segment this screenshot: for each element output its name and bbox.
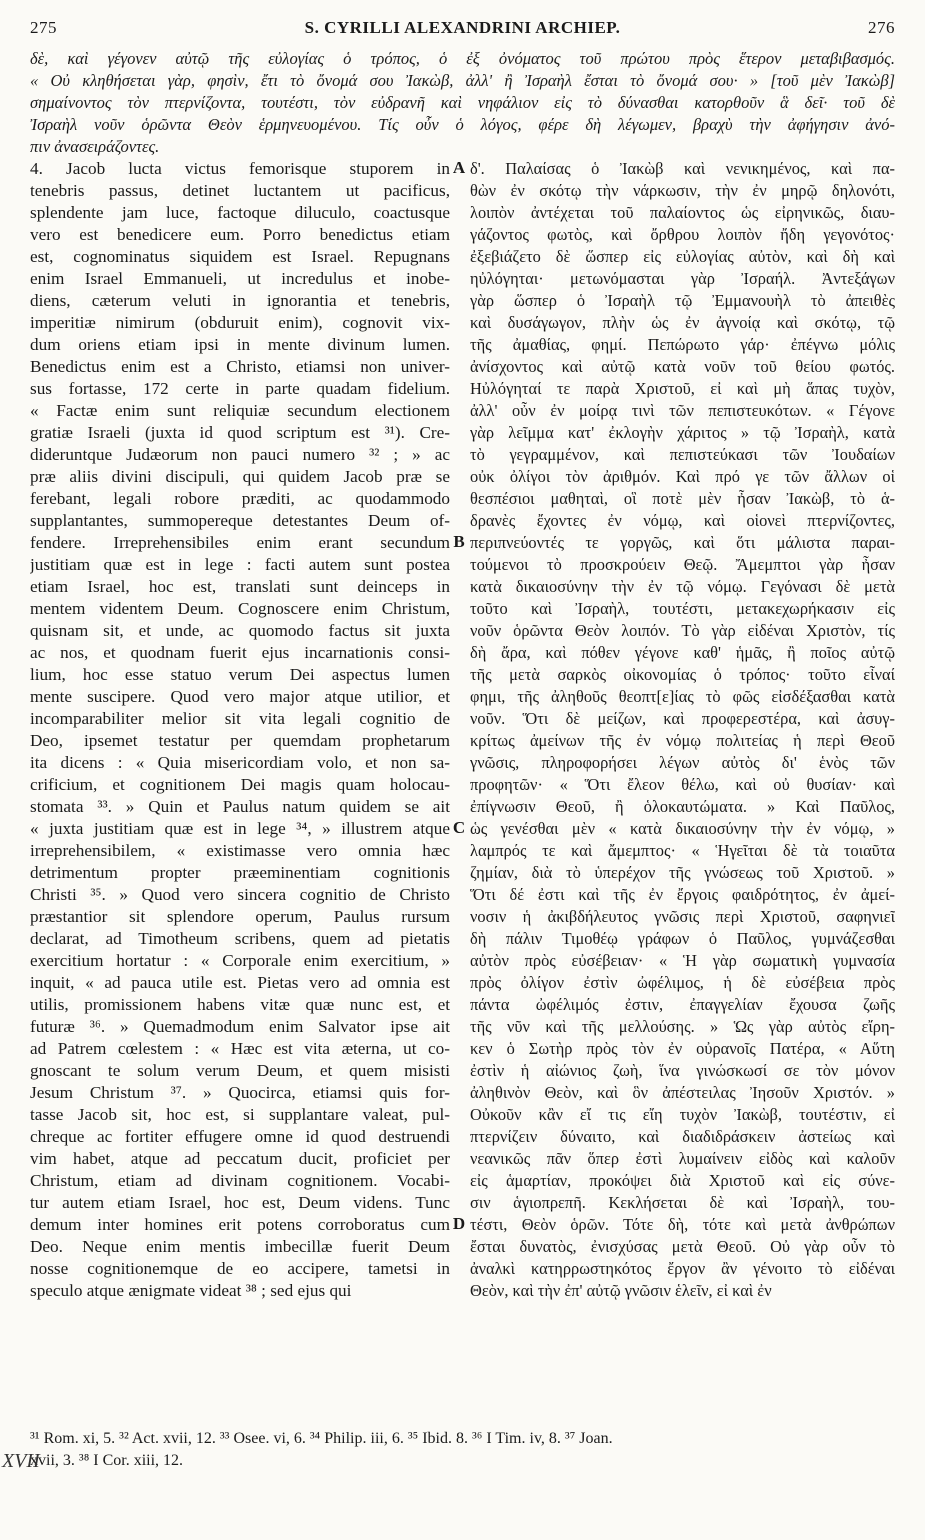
text-line: chreque ac fortiter effugere omne id quod destruendi bbox=[30, 1127, 450, 1146]
text-line: sus fortasse, 172 certe in parte quadam fidelium. bbox=[30, 379, 450, 398]
text-line: imperitiæ nimirum (obduruit enim), cognovit vix- bbox=[30, 313, 450, 332]
text-line: ἔσται δυνατὸς, ἐνισχύσας μετὰ Θεοῦ. Οὐ γὰρ οὖν τὸ bbox=[470, 1237, 895, 1256]
text-line: « Οὐ κληθήσεται γὰρ, φησὶν, ἔτι τὸ ὄνομά σου Ἰακὼβ, ἀλλ' ἢ Ἰσραὴλ ἔσται τὸ ὄνομά σου· » [τοῦ μὲν Ἰακὼβ] bbox=[30, 71, 895, 90]
text-line: detrimentum propter præeminentiam cognitionis bbox=[30, 863, 450, 882]
text-line: quisnam sit, et unde, ac quomodo factus sit juxta bbox=[30, 621, 450, 640]
text-line: ἀναλκὶ κατηρρωστηκότος ἔργον ἂν γένοιτο τὸ εἰδέναι bbox=[470, 1259, 895, 1278]
greek-column bbox=[470, 158, 895, 1302]
text-line: ferebant, legali robore præditi, ac quodammodo bbox=[30, 489, 450, 508]
text-line: præ aliis divini discipuli, qui quidem Jacob præ se bbox=[30, 467, 450, 486]
text-line: irreprehensibilem, « existimasse vero omnia hæc bbox=[30, 841, 450, 860]
text-line: « Factæ enim sunt reliquiæ secundum electionem bbox=[30, 401, 450, 420]
text-line: Benedictus enim est a Christo, etiamsi non univer- bbox=[30, 357, 450, 376]
text-line: δὲ, καὶ γέγονεν αὐτῷ τῆς εὐλογίας ὁ τρόπος, ὁ ἐξ ὀνόματος τοῦ πρώτου πρὸς ἕτερον μεταβιβασμός. bbox=[30, 49, 895, 68]
footnote-line: ³¹ Rom. xi, 5. ³² Act. xvii, 12. ³³ Osee. vi, 6. ³⁴ Philip. iii, 6. ³⁵ Ibid. 8. ³⁶ I Tim. iv, 8. ³⁷ Joan. bbox=[30, 1430, 613, 1447]
text-line: αὐτὸν πρὸς εὐσέβειαν· « Ἡ γὰρ σωματικὴ γυμνασία bbox=[470, 951, 895, 970]
text-line: ηὐλόγηται· μετωνόμασται γὰρ Ἰσραήλ. Ἀντεξάγων bbox=[470, 269, 895, 288]
text-line: Deo. Neque enim mentis imbecillæ fuerit Deum bbox=[30, 1237, 450, 1256]
text-line: vim habet, atque ad peccatum ducit, proficiet per bbox=[30, 1149, 450, 1168]
text-line: τοῦτο καὶ Ἰσραὴλ, τουτέστι, μετακεχωρήκασιν εἰς bbox=[470, 599, 895, 618]
section-marker-c: C bbox=[452, 818, 466, 837]
text-line: ζημίαν, διὰ τὸ ὑπερέχον τῆς γνώσεως τοῦ Χριστοῦ. » bbox=[470, 863, 895, 882]
text-line: speculo atque ænigmate videat ³⁸ ; sed ejus qui bbox=[30, 1281, 352, 1300]
text-line: τὸ γεγραμμένον, καὶ πεπιστεύκασι τῶν Ἰουδαίων bbox=[470, 445, 895, 464]
text-line: πάντα ὠφέλιμός ἐστιν, ἐπαγγελίαν ἔχουσα ζωῆς bbox=[470, 995, 895, 1014]
text-line: supplantantes, summopereque detestantes Deum of- bbox=[30, 511, 450, 530]
text-line: δρανὲς ἔχοντες ἐν νόμῳ, καὶ οἱονεὶ πτερνίζοντες, bbox=[470, 511, 895, 530]
text-line: nosse cognitionemque de eo accipere, tametsi in bbox=[30, 1259, 450, 1278]
text-line: ἀνίσχοντος καὶ αὐτῷ κατὰ νοῦν τοῦ θείου φωτός. bbox=[470, 357, 895, 376]
text-line: etiam Israel, hoc est, translati sunt deinceps in bbox=[30, 577, 450, 596]
footnotes bbox=[30, 1428, 895, 1472]
text-line: λοιπὸν ἀντέχεται τοῦ παλαίοντος ὡς εἰρηνικῶς, διαυ- bbox=[470, 203, 895, 222]
text-line: κρίτως ἀμείνων τῆς ἐν νόμῳ πολιτείας ἡ περὶ Θεοῦ bbox=[470, 731, 895, 750]
text-line: γάζοντος φωτὸς, καὶ ὄρθρου λοιπὸν ἤδη γεγονότος· bbox=[470, 225, 895, 244]
text-line: demum inter homines erit potens corroboratus cum bbox=[30, 1215, 450, 1234]
text-line: exercitium hortatur : « Corporale enim exercitium, » bbox=[30, 951, 450, 970]
text-line: σιν ἁγιοπρεπῆ. Κεκλήσεται δὲ καὶ Ἰσραὴλ, του- bbox=[470, 1193, 895, 1212]
text-line: Ἰσραὴλ νοῦν ὁρῶντα Θεὸν ἑρμηνευομένου. Τίς οὖν ὁ λόγος, φέρε δὴ λέγωμεν, βραχὺ τὴν ἀφήγησιν ἀνό- bbox=[30, 115, 895, 134]
text-line: Jesum Christum ³⁷. » Quocirca, etiamsi quis for- bbox=[30, 1083, 450, 1102]
text-line: πτερνίζειν δύναιτο, καὶ διαδιδράσκειν ἀστείως καὶ bbox=[470, 1127, 895, 1146]
text-line: mente suscipere. Quod vero major atque utilior, et bbox=[30, 687, 450, 706]
text-line: tasse Jacob sit, hoc est, si supplantare valeat, pul- bbox=[30, 1105, 450, 1124]
section-marker-a: A bbox=[452, 158, 466, 177]
text-line: mentem videntem Deum. Cognoscere enim Christum, bbox=[30, 599, 450, 618]
text-line: θεσπέσιοι μαθηταὶ, οἳ ποτὲ μὲν ἦσαν Ἰακὼβ, τὸ ἁ- bbox=[470, 489, 895, 508]
text-line: ac nos, et quodnam fuerit ejus incarnationis consi- bbox=[30, 643, 450, 662]
text-line: stomata ³³. » Quin et Paulus natum quidem se ait bbox=[30, 797, 450, 816]
text-line: diens, cæterum veluti in ignorantia et tenebris, bbox=[30, 291, 450, 310]
text-line: ἀληθινὸν Θεὸν, καὶ ὃν ἀπέστειλας Ἰησοῦν Χριστόν. » bbox=[470, 1083, 895, 1102]
text-line: ad Patrem cœlestem : « Hæc est vita æterna, ut co- bbox=[30, 1039, 450, 1058]
text-line: tur autem etiam Israel, hoc est, Deum videns. Tunc bbox=[30, 1193, 450, 1212]
text-line: est, cognominatus siquidem est Israel. Repugnans bbox=[30, 247, 450, 266]
text-line: πιν ἀνασειράζοντες. bbox=[30, 137, 160, 156]
text-line: ἀλλ' οὖν ἐν μοίρᾳ τινὶ τῶν πεπιστευκότων. « Γέγονε bbox=[470, 401, 895, 420]
text-line: γὰρ λεῖμμα κατ' ἐκλογὴν χάριτος » τῷ Ἰσραὴλ, κατὰ bbox=[470, 423, 895, 442]
text-line: justitiam quæ est in lege : facti autem sunt postea bbox=[30, 555, 450, 574]
text-line: 4. Jacob lucta victus femorisque stuporem in bbox=[30, 159, 450, 178]
text-line: futuræ ³⁶. » Quemadmodum enim Salvator ipse ait bbox=[30, 1017, 450, 1036]
text-line: inquit, « ad pauca utile est. Pietas vero ad omnia est bbox=[30, 973, 450, 992]
top-greek-paragraph bbox=[30, 48, 895, 158]
text-line: Deo, ipsemet testatur per quemdam prophetarum bbox=[30, 731, 450, 750]
text-line: τέστι, Θεὸν ὁρῶν. Τότε δὴ, τότε καὶ μετὰ ἀνθρώπων bbox=[470, 1215, 895, 1234]
text-line: Christum, etiam ad divinam cognitionem. Vocabi- bbox=[30, 1171, 450, 1190]
text-line: ἐπίγνωσιν Θεοῦ, ἢ ὁλοκαυτώματα. » Καὶ Παῦλος, bbox=[470, 797, 895, 816]
text-line: θὼν ἐν σκότῳ τὴν νάρκωσιν, τὴν ἐν μηρῷ δηλονότι, bbox=[470, 181, 895, 200]
text-line: ἐστὶν ἡ αἰώνιος ζωὴ, ἵνα γινώσκωσί σε τὸν μόνον bbox=[470, 1061, 895, 1080]
section-marker-b: B bbox=[453, 532, 465, 551]
text-line: Ηὐλόγηταί τε παρὰ Χριστοῦ, εἰ καὶ μὴ ἅπας τυχὸν, bbox=[470, 379, 895, 398]
text-line: gratiæ Israeli (juxta id quod scriptum est ³¹). Cre- bbox=[30, 423, 450, 442]
text-line: præstantior sit splendore operum, Paulus rursum bbox=[30, 907, 450, 926]
text-line: τῆς νῦν καὶ τῆς μελλούσης. » Ὡς γὰρ αὐτὸς εἴρη- bbox=[470, 1017, 895, 1036]
text-line: σημαίνοντος τὸν πτερνίζοντα, τουτέστι, τὸν εὐδρανῆ καὶ νηφάλιον εἰς τὸ δύνασθαι κατορθοῦν ἃ δεῖ· τοῦ δὲ bbox=[30, 93, 895, 112]
text-line: νεανικῶς πᾶν ὅπερ ἐστὶ λυμαίνειν εἰδὸς καὶ καλοῦν bbox=[470, 1149, 895, 1168]
footnote-line: xvii, 3. ³⁸ I Cor. xiii, 12. bbox=[30, 1452, 184, 1469]
text-line: τῆς μετὰ σαρκὸς οἰκονομίας ὁ τρόπος· τοῦτο εἶναί bbox=[470, 665, 895, 684]
text-line: οὐκ ὀλίγοι τὸν ἀριθμόν. Καὶ πρό γε τῶν ἄλλων οἱ bbox=[470, 467, 895, 486]
text-line: crificium, et cognitionem Dei magis quam holocau- bbox=[30, 775, 450, 794]
text-line: Christi ³⁵. » Quod vero sincera cognitio de Christo bbox=[30, 885, 450, 904]
handwritten-note: XVII bbox=[2, 1450, 40, 1472]
text-line: ὡς γενέσθαι μὲν « κατὰ δικαιοσύνην τὴν ἐν νόμῳ, » bbox=[470, 819, 895, 838]
text-line: εἰς ἁμαρτίαν, προκόψει διὰ Χριστοῦ καὶ εἰς σύνε- bbox=[470, 1171, 895, 1190]
text-line: κεν ὁ Σωτὴρ πρὸς τὸν ἐν οὐρανοῖς Πατέρα, « Αὕτη bbox=[470, 1039, 895, 1058]
text-line: Ὅτι δέ ἐστι καὶ τῆς ἐν ἔργοις φαιδρότητος, ἐν ἀμεί- bbox=[470, 885, 895, 904]
text-line: λαμπρός τε καὶ ἄμεμπτος· « Ἡγεῖται δὲ τὰ τοιαῦτα bbox=[470, 841, 895, 860]
text-line: καὶ δυσάγωγον, πλὴν ὡς ἐν ἀγνοίᾳ καὶ σκότῳ, τῷ bbox=[470, 313, 895, 332]
text-line: γνῶσις, πληροφορήσει λέγων αὐτὸς δι' ἑνὸς τῶν bbox=[470, 753, 895, 772]
text-line: utilis, promissionem habens vitæ quæ nunc est, et bbox=[30, 995, 450, 1014]
page-header bbox=[30, 18, 895, 48]
text-line: δὴ ἄρα, καὶ πόθεν γέγονε καθ' ἡμᾶς, ἢ ποῖος αὐτῷ bbox=[470, 643, 895, 662]
text-line: πρὸς ὀλίγον ἐστὶν ὠφέλιμος, ἡ δὲ εὐσέβεια πρὸς bbox=[470, 973, 895, 992]
text-line: Οὐκοῦν κἂν εἴ τις εἴη τυχὸν Ἰακὼβ, τουτέστιν, εἰ bbox=[470, 1105, 895, 1124]
text-line: τῆς ἀμαθίας, φημί. Πεπώρωτο γάρ· ἐπέγνω μόλις bbox=[470, 335, 895, 354]
text-line: gnoscant te solum verum Deum, et quem misisti bbox=[30, 1061, 450, 1080]
running-title: S. CYRILLI ALEXANDRINI ARCHIEP. bbox=[304, 18, 621, 37]
text-line: τούμενοι τὸ προσκρούειν Θεῷ. Ἄμεμπτοι γὰρ ἦσαν bbox=[470, 555, 895, 574]
text-line: tenebris passus, detinet luctantem ut pacificus, bbox=[30, 181, 450, 200]
text-line: νοῦν ὁρῶντα Θεὸν λοιπόν. Τὸ γὰρ εἰδέναι Χριστὸν, τίς bbox=[470, 621, 895, 640]
text-line: γὰρ ὥσπερ ὁ Ἰσραὴλ τῷ Ἐμμανουὴλ τὸ ἀπειθὲς bbox=[470, 291, 895, 310]
text-line: dideruntque Judæorum non pauci numero ³² ; » ac bbox=[30, 445, 450, 464]
text-line: νοῦν. Ὅτι δὲ μείζων, καὶ προφερεστέρα, καὶ ἀσυγ- bbox=[470, 709, 895, 728]
text-line: ita dicens : « Quia misericordiam volo, et non sa- bbox=[30, 753, 450, 772]
text-line: περιπνεύοντές τε γοργῶς, καὶ ὅτι μάλιστα παραι- bbox=[470, 533, 895, 552]
text-line: splendente jam luce, factoque diluculo, coactusque bbox=[30, 203, 450, 222]
text-line: ἐξεβιάζετο δὲ ὥσπερ εἰς εὐλογίας αὐτὸν, καὶ δὴ καὶ bbox=[470, 247, 895, 266]
text-line: Θεὸν, καὶ τὴν ἐπ' αὐτῷ γνῶσιν ἑλεῖν, εἰ καὶ ἐν bbox=[470, 1281, 772, 1300]
text-line: « juxta justitiam quæ est in lege ³⁴, » illustrem atque bbox=[30, 819, 450, 838]
text-line: φημι, τῆς ἀληθοῦς θεοπτ[ε]ίας τὸ φῶς εἰσδέξασθαι κατὰ bbox=[470, 687, 895, 706]
text-line: fendere. Irreprehensibiles enim erant secundum bbox=[30, 533, 450, 552]
text-line: vero est benedicere eum. Porro benedictus etiam bbox=[30, 225, 450, 244]
text-line: enim Israel Emmanueli, ut incredulus et inobe- bbox=[30, 269, 450, 288]
section-marker-d: D bbox=[452, 1214, 466, 1233]
text-line: incomparabiliter melior sit vita legali cognitio de bbox=[30, 709, 450, 728]
text-line: δ'. Παλαίσας ὁ Ἰακὼβ καὶ νενικημένος, καὶ πα- bbox=[470, 159, 895, 178]
text-line: δὴ πάλιν Τιμοθέῳ γράφων ὁ Παῦλος, γυμνάζεσθαι bbox=[470, 929, 895, 948]
text-line: νοσιν ἡ ἀκιβδήλευτος γνῶσις περὶ Χριστοῦ, σαφηνιεῖ bbox=[470, 907, 895, 926]
latin-column bbox=[30, 158, 450, 1302]
page-number-left: 275 bbox=[30, 18, 57, 37]
page-number-right: 276 bbox=[868, 18, 895, 37]
text-line: dum oriens etiam ipsi in mente divinum lumen. bbox=[30, 335, 450, 354]
text-line: κατὰ δικαιοσύνην τὴν ἐν τῷ νόμῳ. Γεγόνασι δὲ μετὰ bbox=[470, 577, 895, 596]
text-line: lium, hoc esse statuo verum Dei aspectus lumen bbox=[30, 665, 450, 684]
text-line: declarat, ad Timotheum scribens, quem ad pietatis bbox=[30, 929, 450, 948]
text-line: προφητῶν· « Ὅτι ἔλεον θέλω, καὶ οὐ θυσίαν· καὶ bbox=[470, 775, 895, 794]
